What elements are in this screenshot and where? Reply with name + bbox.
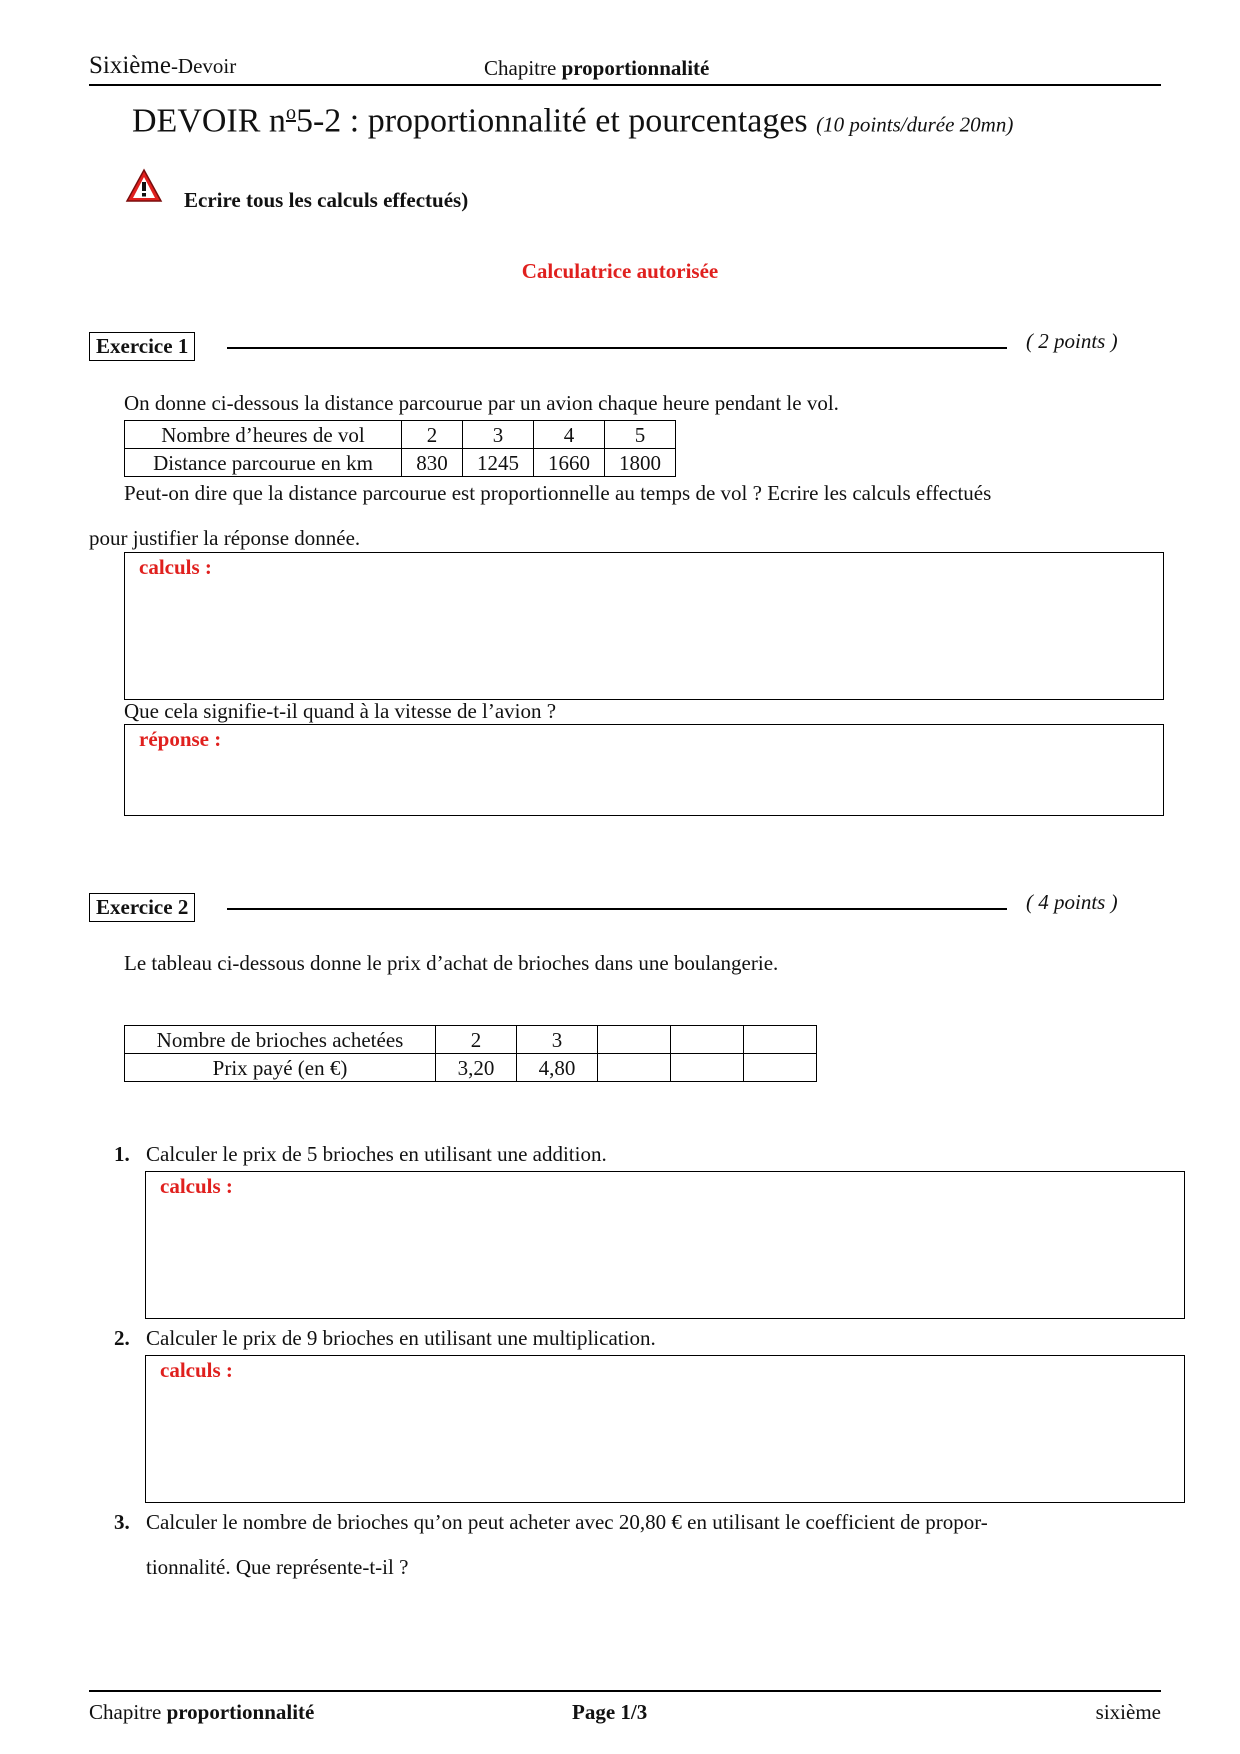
warning-icon [125,168,163,204]
header-level [89,52,236,80]
table-cell: 1245 [463,449,534,477]
title-points: (10 points/durée 20mn) [816,112,1014,137]
table-cell: 2 [402,421,463,449]
table-cell: 4 [534,421,605,449]
answer-label: calculs : [139,555,212,579]
table-cell: Nombre d’heures de vol [125,421,402,449]
table-cell: 3 [517,1026,598,1054]
question-2-text: Calculer le prix de 9 brioches en utilisant une multiplication. [146,1326,656,1350]
table-row [125,421,676,449]
table-cell: 4,80 [517,1054,598,1082]
header-rule [89,84,1161,86]
table-cell: Nombre de brioches achetées [125,1026,436,1054]
title-main: DEVOIR n [132,102,286,140]
exercise-1-points: ( 2 points ) [1026,329,1118,353]
table-cell [671,1054,744,1082]
title-sup: o [285,102,296,124]
table-cell: Distance parcourue en km [125,449,402,477]
header-chapter-name: proportionnalité [561,56,710,80]
title-rest: 5-2 : proportionnalité et pourcentages [295,102,808,140]
exercise-1-response-box[interactable] [124,724,1164,816]
answer-label: réponse : [139,727,222,751]
footer-chapter [89,1700,314,1725]
page-title [132,102,1013,140]
footer-page-number: Page 1/3 [572,1700,648,1724]
exercise-1-intro: On donne ci-dessous la distance parcourue par un avion chaque heure pendant le vol. [124,391,839,415]
table-cell: 5 [605,421,676,449]
table-cell: Prix payé (en €) [125,1054,436,1082]
answer-label: calculs : [160,1174,233,1198]
footer-rule [89,1690,1161,1692]
calculator-allowed: Calculatrice autorisée [521,259,719,283]
footer-chapter-name: proportionnalité [166,1700,315,1724]
exercise-1-answer-box[interactable] [124,552,1164,700]
exercise-1-table [124,420,676,477]
table-cell [744,1026,817,1054]
footer-chapter-prefix: Chapitre [89,1700,162,1724]
footer-level: sixième [1095,1700,1161,1724]
exercise-2-label: Exercice 2 [89,893,195,922]
exercise-1-question2: Que cela signifie-t-il quand à la vitesse de l’avion ? [124,699,557,723]
exercise-2-table [124,1025,817,1082]
table-cell [744,1054,817,1082]
table-cell [598,1054,671,1082]
header-chapter-prefix: Chapitre [484,56,557,80]
answer-label: calculs : [160,1358,233,1382]
header-level-text: Sixième [89,52,171,79]
question-3-line1: Calculer le nombre de brioches qu’on peut acheter avec 20,80 € en utilisant le coefficient de propor- [146,1510,988,1534]
table-cell [598,1026,671,1054]
warning-text: Ecrire tous les calculs effectués) [184,188,469,212]
table-cell: 1660 [534,449,605,477]
exercise-2-intro: Le tableau ci-dessous donne le prix d’achat de brioches dans une boulangerie. [124,951,779,975]
question-3-line2: tionnalité. Que représente-t-il ? [146,1555,409,1579]
table-row [125,1026,817,1054]
header-chapter [484,56,709,81]
exercise-1-question-line1: Peut-on dire que la distance parcourue est proportionnelle au temps de vol ? Ecrire les calculs effectués [124,481,992,505]
table-row [125,1054,817,1082]
table-cell: 3,20 [436,1054,517,1082]
exercise-1-rule [227,347,1007,349]
question-2-number: 2. [114,1326,130,1350]
table-row [125,449,676,477]
table-cell: 3 [463,421,534,449]
exercise-1-question-line2: pour justifier la réponse donnée. [89,526,361,550]
question-2-answer-box[interactable] [145,1355,1185,1503]
question-1-answer-box[interactable] [145,1171,1185,1319]
table-cell: 1800 [605,449,676,477]
table-cell [671,1026,744,1054]
question-1-text: Calculer le prix de 5 brioches en utilisant une addition. [146,1142,607,1166]
header-type-text: -Devoir [170,54,237,78]
table-cell: 830 [402,449,463,477]
table-cell: 2 [436,1026,517,1054]
question-1-number: 1. [114,1142,130,1166]
exercise-1-label: Exercice 1 [89,332,195,361]
exercise-2-points: ( 4 points ) [1026,890,1118,914]
exercise-2-rule [227,908,1007,910]
question-3-number: 3. [114,1510,130,1534]
